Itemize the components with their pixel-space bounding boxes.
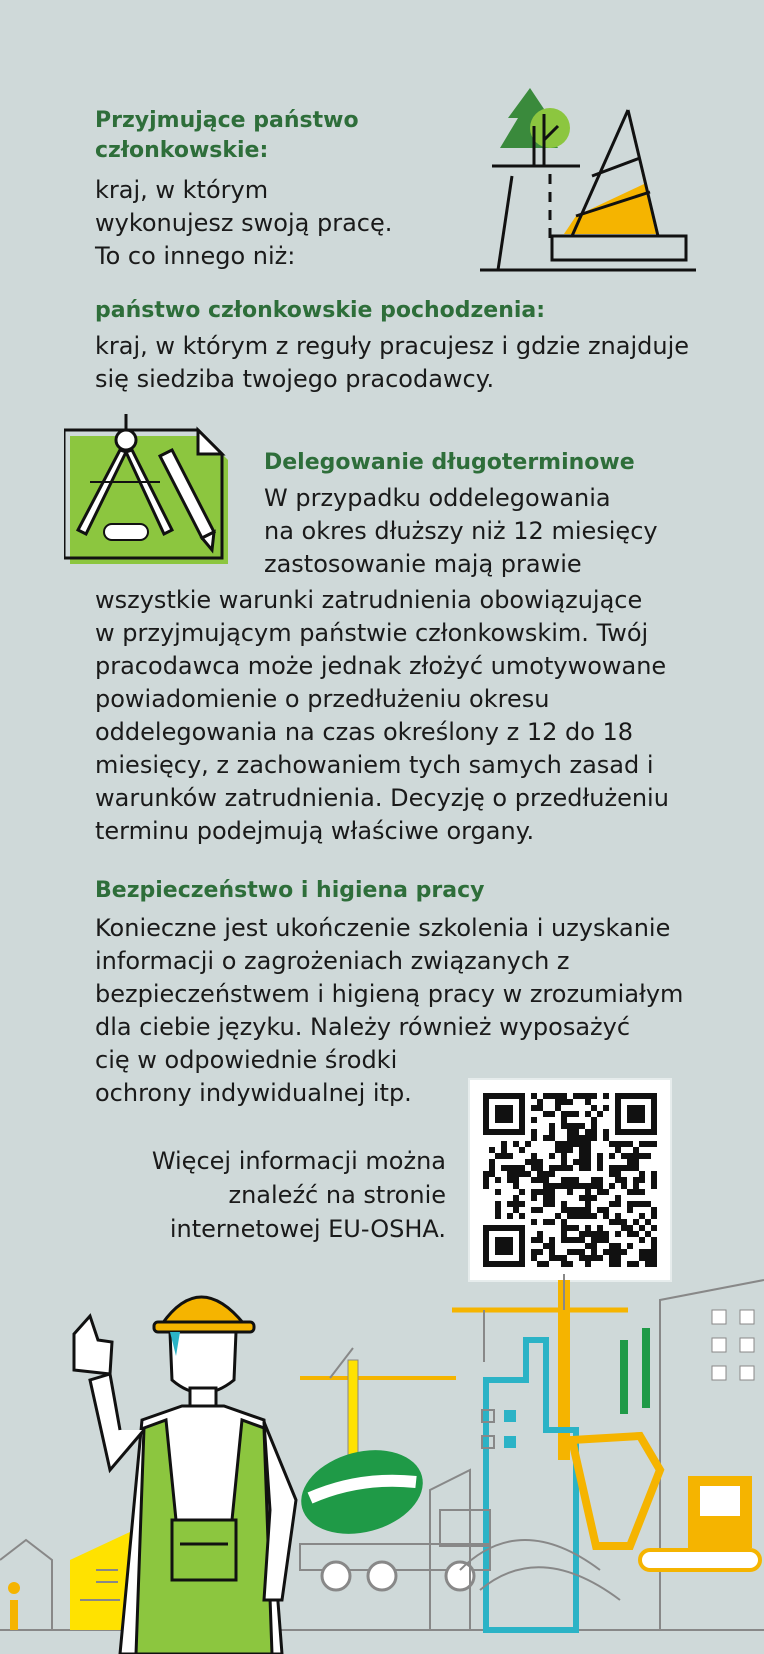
section1-heading-line: członkowskie: xyxy=(95,138,269,163)
qr-code-icon[interactable] xyxy=(470,1080,670,1280)
section3-body-line: oddelegowania na czas określony z 12 do 18 xyxy=(95,718,634,746)
construction-worker-city-illustration xyxy=(0,1270,764,1654)
section3-body-line: zastosowanie mają prawie xyxy=(264,550,582,578)
section3-body-line: miesięcy, z zachowaniem tych samych zasad i xyxy=(95,751,654,779)
section1-body xyxy=(95,174,392,273)
section1-heading xyxy=(95,106,359,166)
section3-body-line: na okres dłuższy niż 12 miesięcy xyxy=(264,517,658,545)
section3-body-line: powiadomienie o przedłużeniu okresu xyxy=(95,685,550,713)
more-info-text xyxy=(152,1144,446,1246)
section2-body xyxy=(95,330,689,396)
section3-body-line: w przyjmującym państwie członkowskim. Twój xyxy=(95,619,649,647)
section4-body-line: cię w odpowiednie środki xyxy=(95,1046,398,1074)
more-info-line: znaleźć na stronie xyxy=(228,1181,446,1209)
section2-body-line: kraj, w którym z reguły pracujesz i gdzie znajduje xyxy=(95,332,690,360)
section4-body-line: ochrony indywidualnej itp. xyxy=(95,1079,412,1107)
section3-body xyxy=(95,584,669,848)
section4-body-line: informacji o zagrożeniach związanych z xyxy=(95,947,570,975)
section3-body-line: terminu podejmują właściwe organy. xyxy=(95,817,535,845)
drafting-tools-icon xyxy=(64,412,234,570)
section3-body-line: pracodawca może jednak złożyć umotywowane xyxy=(95,652,667,680)
section2-heading: państwo członkowskie pochodzenia: xyxy=(95,298,546,323)
section3-body-indented xyxy=(264,482,658,581)
section4-body-line: dla ciebie języku. Należy również wyposażyć xyxy=(95,1013,631,1041)
section3-body-line: warunków zatrudnienia. Decyzję o przedłużeniu xyxy=(95,784,669,812)
forest-road-icon xyxy=(480,84,700,274)
section3-body-line: W przypadku oddelegowania xyxy=(264,484,611,512)
section3-heading: Delegowanie długoterminowe xyxy=(264,450,635,475)
section4-heading: Bezpieczeństwo i higiena pracy xyxy=(95,878,485,903)
section2-body-line: się siedziba twojego pracodawcy. xyxy=(95,365,495,393)
section4-body-line: Konieczne jest ukończenie szkolenia i uzyskanie xyxy=(95,914,671,942)
section1-body-line: kraj, w którym xyxy=(95,176,269,204)
section3-body-line: wszystkie warunki zatrudnienia obowiązujące xyxy=(95,586,643,614)
section1-body-line: wykonujesz swoją pracę. xyxy=(95,209,393,237)
more-info-line: Więcej informacji można xyxy=(151,1147,446,1175)
more-info-line: internetowej EU-OSHA. xyxy=(169,1215,446,1243)
section4-body-line: bezpieczeństwem i higieną pracy w zrozumiałym xyxy=(95,980,684,1008)
section1-body-line: To co innego niż: xyxy=(95,242,296,270)
section1-heading-line: Przyjmujące państwo xyxy=(95,108,359,133)
